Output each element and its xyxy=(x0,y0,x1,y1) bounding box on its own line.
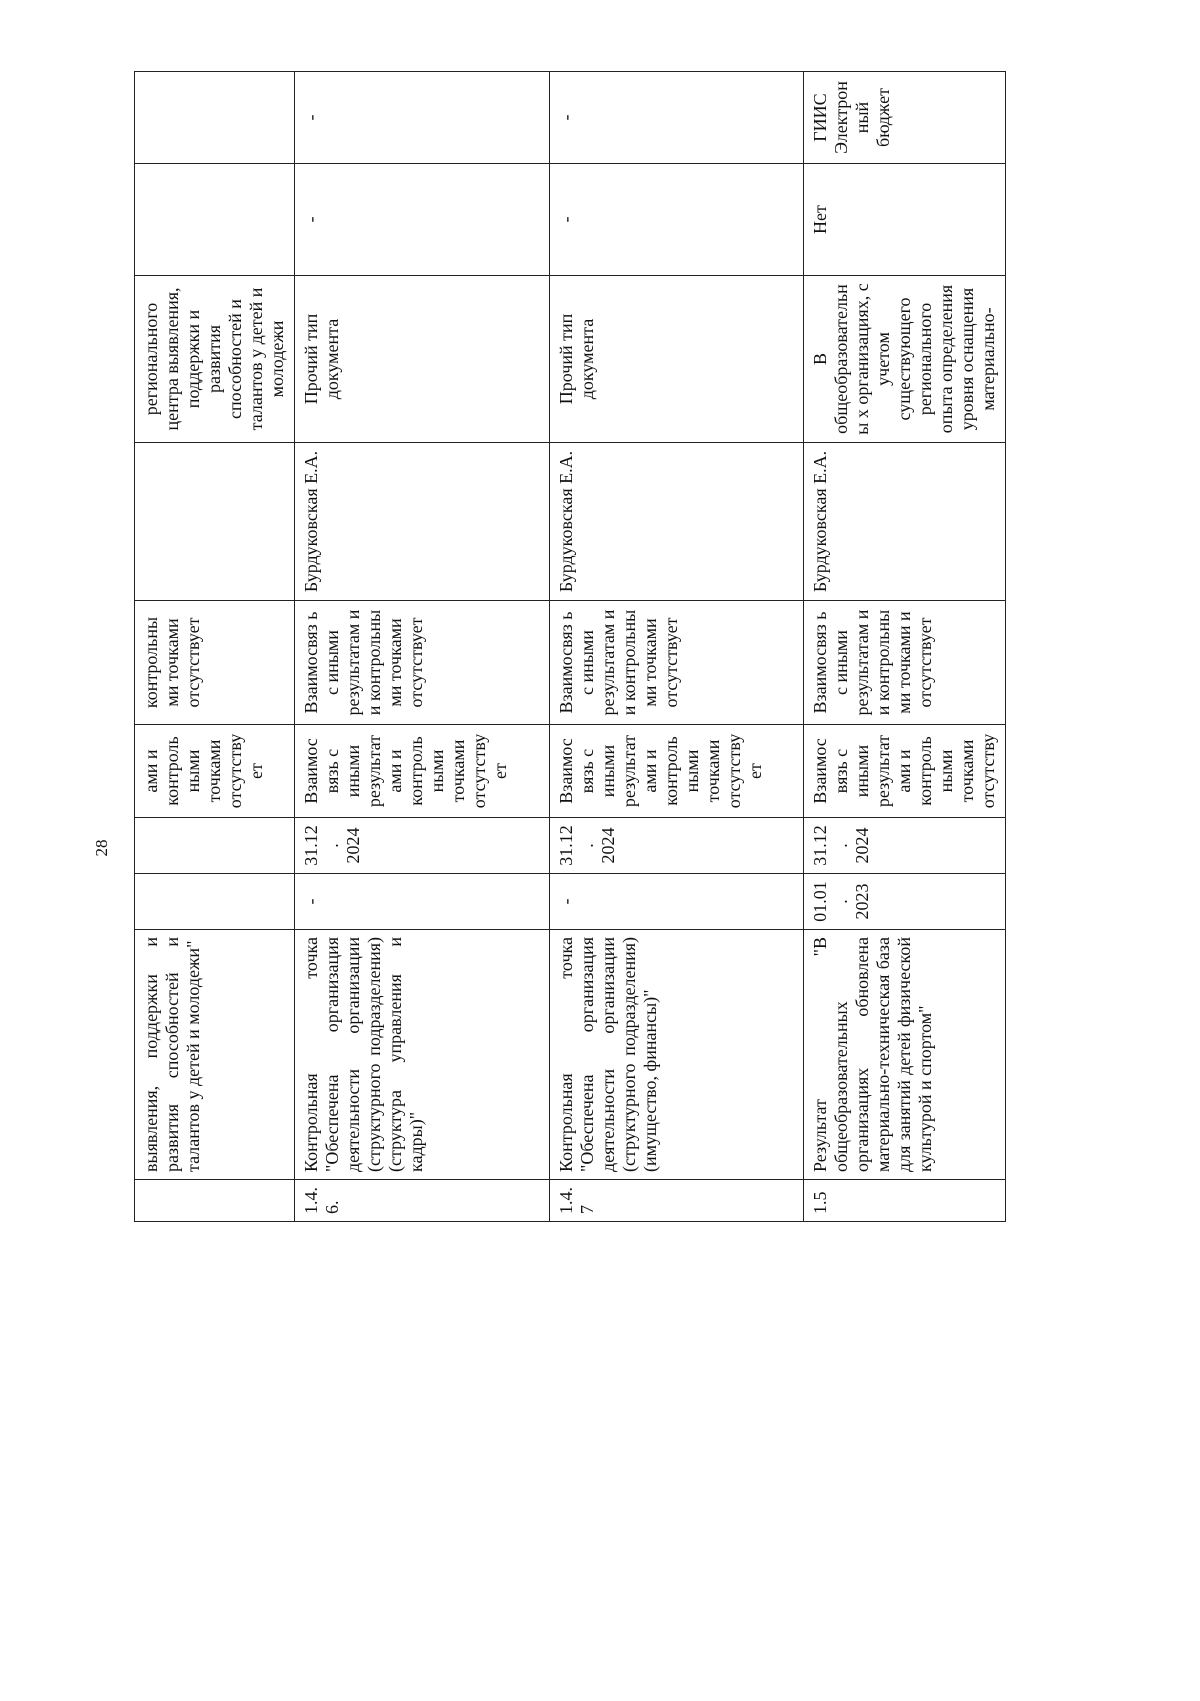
row-number: 1.4. 7 xyxy=(550,1180,804,1222)
table-row xyxy=(550,72,804,1222)
row-title: Результат "В общеобразовательных организациях обновлена материально-техническая база для занятий детей физической культурой и спортом" xyxy=(804,930,1006,1180)
level-check: Нет xyxy=(804,164,1006,276)
row-number: 1.5 xyxy=(804,1180,1006,1222)
end-date: 31.12. 2024 xyxy=(550,818,804,874)
row-number: 1.4. 6. xyxy=(295,1180,550,1222)
row-number xyxy=(135,1180,295,1222)
next-relation: Взаимосвяз ь с иными результатам и и контрольны ми точками отсутствует xyxy=(295,601,550,725)
level-check xyxy=(135,164,295,276)
row-title: Контрольная точка "Обеспечена организация деятельности организации (структурного подразделения) (имущество, финансы)" xyxy=(550,930,804,1180)
previous-relation: Взаимос вязь с иными результат ами и контроль ными точками отсутству xyxy=(804,725,1006,818)
start-date: 01.01. 2023 xyxy=(804,874,1006,930)
table-row xyxy=(295,72,550,1222)
previous-relation: Взаимос вязь с иными результат ами и контроль ными точками отсутству ет xyxy=(295,725,550,818)
table-row xyxy=(804,72,1006,1222)
document-type: Прочий тип документа xyxy=(295,276,550,443)
responsible-person xyxy=(135,443,295,601)
page-number: 28 xyxy=(92,839,111,857)
document-type: регионального центра выявления, поддержки и развития способностей и талантов у детей и молодежи xyxy=(135,276,295,443)
document-type: Прочий тип документа xyxy=(550,276,804,443)
next-relation: контрольны ми точками отсутствует xyxy=(135,601,295,725)
responsible-person: Бурдуковская Е.А. xyxy=(804,443,1006,601)
previous-relation: ами и контроль ными точками отсутству ет xyxy=(135,725,295,818)
end-date xyxy=(135,818,295,874)
project-plan-table xyxy=(134,71,1006,1222)
information-system: - xyxy=(295,72,550,164)
row-title: выявления, поддержки и развития способностей и талантов у детей и молодежи" xyxy=(135,930,295,1180)
responsible-person: Бурдуковская Е.А. xyxy=(295,443,550,601)
next-relation: Взаимосвяз ь с иными результатам и и контрольны ми точками и отсутствует xyxy=(804,601,1006,725)
information-system: - xyxy=(550,72,804,164)
start-date xyxy=(135,874,295,930)
start-date: - xyxy=(295,874,550,930)
document-type: В общеобразовательны х организациях, с учетом существующего регионального опыта определения уровня оснащения материально- xyxy=(804,276,1006,443)
end-date: 31.12. 2024 xyxy=(804,818,1006,874)
table-row xyxy=(135,72,295,1222)
level-check: - xyxy=(295,164,550,276)
next-relation: Взаимосвяз ь с иными результатам и и контрольны ми точками отсутствует xyxy=(550,601,804,725)
responsible-person: Бурдуковская Е.А. xyxy=(550,443,804,601)
rotated-table-container xyxy=(134,72,998,1222)
information-system: ГИИС Электронный бюджет xyxy=(804,72,1006,164)
start-date: - xyxy=(550,874,804,930)
row-title: Контрольная точка "Обеспечена организация деятельности организации (структурного подразделения) (структура управления и кадры)" xyxy=(295,930,550,1180)
end-date: 31.12. 2024 xyxy=(295,818,550,874)
previous-relation: Взаимос вязь с иными результат ами и контроль ными точками отсутству ет xyxy=(550,725,804,818)
information-system xyxy=(135,72,295,164)
level-check: - xyxy=(550,164,804,276)
